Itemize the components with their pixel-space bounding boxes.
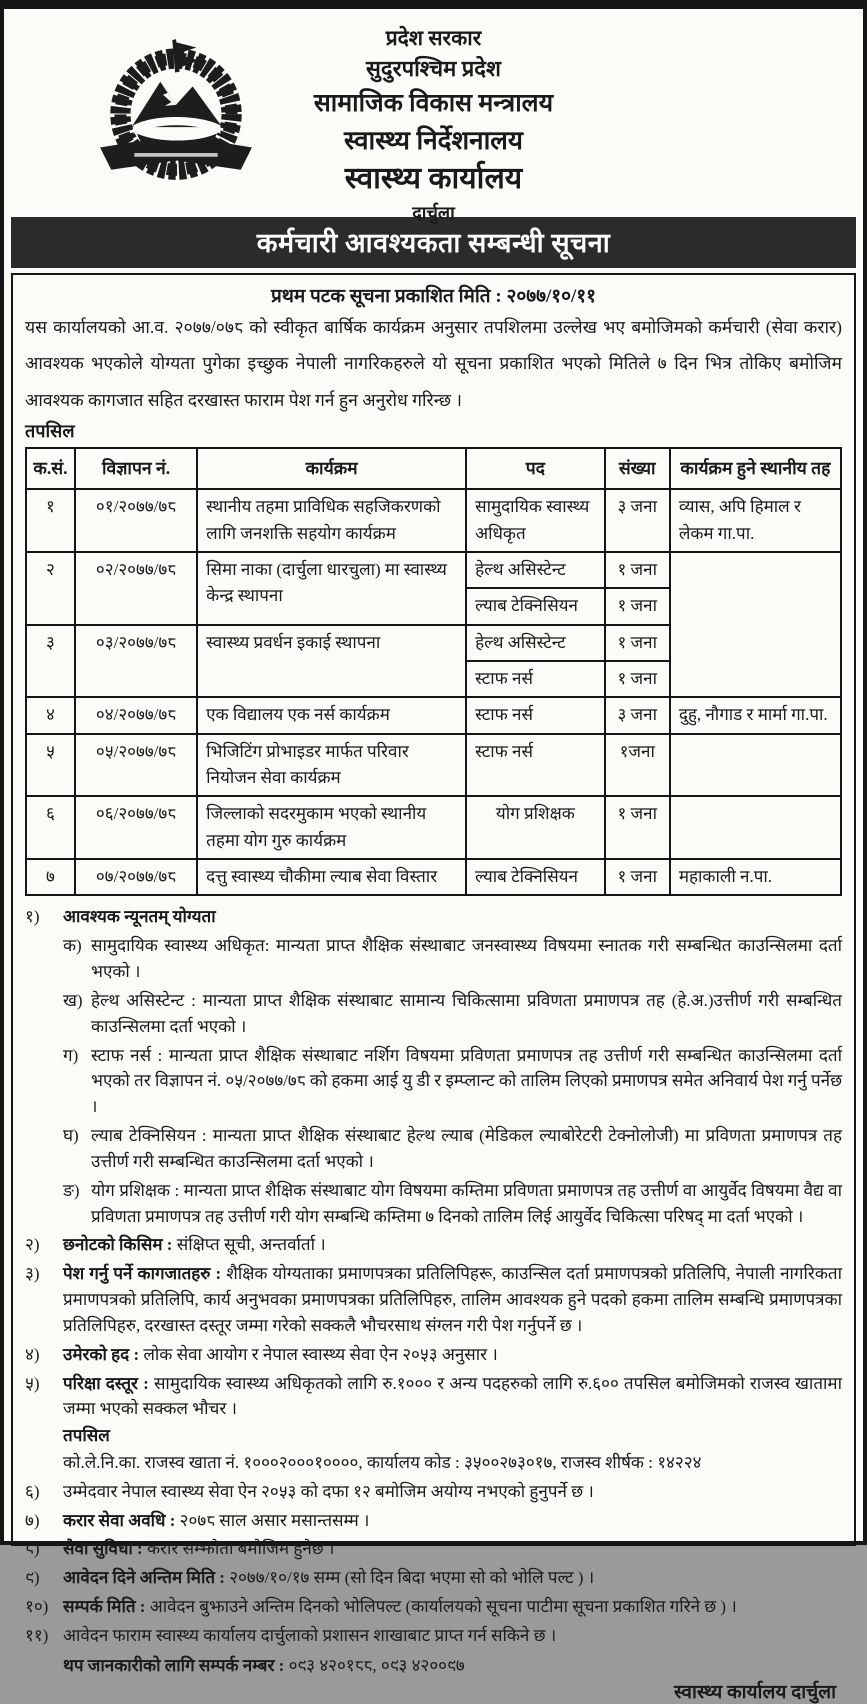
- table-cell: ४: [26, 697, 75, 733]
- condition-number: ११): [25, 1625, 49, 1645]
- tapasil-label: तपसिल: [25, 421, 75, 442]
- table-cell: [670, 796, 841, 859]
- table-cell: २: [26, 552, 75, 625]
- table-header-cell: क.सं.: [26, 448, 75, 489]
- condition-item: [25, 1565, 842, 1591]
- sub-condition-text: स्टाफ नर्स : मान्यता प्राप्त शैक्षिक संस्थाबाट नर्शिग विषयमा प्रविणता प्रमाणपत्र तह उत्तीर्ण गरी सम्बन्धित काउन्सिलमा दर्ता भएको तर विज्ञापन नं. ०५/२०७७/७८ को हकमा आई यु डी र इम्प्लान्ट को तालिम लिएको प्रमाणपत्र समेत अनिवार्य पेश गर्नु पर्नेछ ।: [91, 1045, 842, 1117]
- table-row: [26, 859, 841, 895]
- condition-item: [25, 1479, 842, 1505]
- table-cell: ०६/२०७७/७८: [75, 796, 197, 859]
- table-cell: ६: [26, 796, 75, 859]
- condition-item: [25, 1594, 842, 1620]
- condition-item: [25, 1232, 842, 1258]
- table-cell: १ जना: [605, 661, 670, 697]
- condition-text: आवेदन फाराम स्वास्थ्य कार्यालय दार्चुलाको प्रशासन शाखाबाट प्राप्त गर्न सकिने छ ।: [63, 1625, 557, 1645]
- sub-condition-indent: [25, 933, 63, 985]
- condition-text: उमेरको हद : लोक सेवा आयोग र नेपाल स्वास्थ्य सेवा ऐन २०५३ अनुसार ।: [63, 1344, 498, 1364]
- table-cell: १ जना: [605, 588, 670, 624]
- sub-condition-text: सामुदायिक स्वास्थ्य अधिकृत: मान्यता प्राप्त शैक्षिक संस्थाबाट जनस्वास्थ्य विषयमा स्नातक गरी सम्बन्धित काउन्सिलमा दर्ता भएको ।: [91, 936, 842, 982]
- condition-item: [25, 1342, 842, 1368]
- table-cell: हेल्थ असिस्टेन्ट: [466, 552, 605, 588]
- table-header-cell: कार्यक्रम: [197, 448, 466, 489]
- condition-number: २): [25, 1235, 40, 1255]
- table-cell: १ जना: [605, 859, 670, 895]
- table-cell: एक विद्यालय एक नर्स कार्यक्रम: [197, 697, 466, 733]
- table-cell: जिल्लाको सदरमुकाम भएको स्थानीय तहमा योग गुरु कार्यक्रम: [197, 796, 466, 859]
- table-cell: ३ जना: [605, 697, 670, 733]
- sub-condition-item: [25, 1178, 842, 1230]
- table-row: [26, 734, 841, 797]
- table-row: [26, 796, 841, 859]
- table-cell: [670, 734, 841, 797]
- sub-condition-letter: घ): [63, 1126, 79, 1146]
- condition-text: सम्पर्क मिति : आवेदन बुझाउने अन्तिम दिनको भोलिपल्ट (कार्यालयको सूचना पाटीमा सूचना प्रकाशित गरिने छ ) ।: [63, 1597, 737, 1617]
- issuing-office-signature: स्वास्थ्य कार्यालय दार्चुला: [674, 1681, 836, 1703]
- table-cell: स्थानीय तहमा प्राविधिक सहजिकरणको लागि जनशक्ति सहयोग कार्यक्रम: [197, 489, 466, 552]
- header-line-office: स्वास्थ्य कार्यालय: [344, 162, 523, 196]
- table-cell: ल्याब टेक्निसियन: [466, 588, 605, 624]
- condition-extra-line: तपसिल: [63, 1426, 110, 1446]
- conditions-list: [25, 904, 842, 1648]
- table-cell: सामुदायिक स्वास्थ्य अधिकृत: [466, 489, 605, 552]
- condition-text: आवश्यक न्यूनतम् योग्यता: [63, 907, 216, 927]
- condition-number: ९): [25, 1568, 40, 1588]
- condition-text: सेवा सुविधा : करार सम्झौता बमोजिम हुनेछ ।: [63, 1539, 335, 1559]
- table-cell: महाकाली न.पा.: [670, 859, 841, 895]
- published-date-line: प्रथम पटक सूचना प्रकाशित मिति : २०७७/१०/११: [270, 286, 597, 307]
- table-cell: ३: [26, 625, 75, 698]
- table-cell: १ जना: [605, 552, 670, 588]
- sub-condition-item: [25, 1043, 842, 1120]
- condition-item: [25, 1623, 842, 1649]
- sub-condition-indent: [25, 1123, 63, 1175]
- table-header-cell: पद: [466, 448, 605, 489]
- header-line-government: प्रदेश सरकार: [385, 26, 482, 50]
- table-row: [26, 697, 841, 733]
- table-cell: १जना: [605, 734, 670, 797]
- table-cell: ०१/२०७७/७८: [75, 489, 197, 552]
- condition-number: ७): [25, 1510, 40, 1530]
- table-cell: सिमा नाका (दार्चुला धारचुला) मा स्वास्थ्य केन्द्र स्थापना: [197, 552, 466, 625]
- notice-title: कर्मचारी आवश्यकता सम्बन्धी सूचना: [256, 228, 611, 258]
- contact-numbers: ०९३ ४२०१८८, ०९३ ४२००९७: [288, 1655, 465, 1675]
- table-cell: हेल्थ असिस्टेन्ट: [466, 625, 605, 661]
- table-cell: [670, 552, 841, 697]
- table-cell: ७: [26, 859, 75, 895]
- table-cell: १: [26, 489, 75, 552]
- header-line-ministry: सामाजिक विकास मन्त्रालय: [313, 90, 554, 118]
- table-cell: ०५/२०७७/७८: [75, 734, 197, 797]
- condition-number: ६): [25, 1481, 40, 1501]
- sub-condition-text: ल्याब टेक्निसियन : मान्यता प्राप्त शैक्षिक संस्थाबाट हेल्थ ल्याब (मेडिकल ल्याबोरेटरी टेक्नोलोजी) मा प्रविणता प्रमाणपत्र तह उत्तीर्ण गरी सम्बन्धित काउन्सिलमा दर्ता भएको ।: [91, 1126, 842, 1171]
- condition-number: ४): [25, 1344, 40, 1364]
- condition-item: [25, 1261, 842, 1338]
- sub-condition-item: [25, 988, 842, 1040]
- condition-number: ३): [25, 1264, 40, 1284]
- sub-condition-letter: क): [63, 936, 82, 956]
- sub-condition-indent: [25, 1043, 63, 1120]
- header-line-province: सुदुरपश्चिम प्रदेश: [366, 56, 501, 82]
- condition-number: ५): [25, 1373, 40, 1393]
- sub-condition-text: हेल्थ असिस्टेन्ट : मान्यता प्राप्त शैक्षिक संस्थाबाट सामान्य चिकित्सामा प्रविणता प्रमाणपत्र तह (हे.अ.)उत्तीर्ण गरी सम्बन्धित काउन्सिलमा दर्ता भएको ।: [91, 990, 842, 1036]
- condition-item: [25, 1508, 842, 1534]
- table-cell: स्टाफ नर्स: [466, 661, 605, 697]
- intro-paragraph: यस कार्यालयको आ.व. २०७७/०७८ को स्वीकृत बार्षिक कार्यक्रम अनुसार तपशिलमा उल्लेख भए बमोजिमको कर्मचारी (सेवा करार) आवश्यक भएकोले योग्यता पुगेका इच्छुक नेपाली नागरिकहरुले यो सूचना प्रकाशित भएको मितिले ७ दिन भित्र तोकिए बमोजिम आवश्यक कागजात सहित दरखास्त फाराम पेश गर्न हुन अनुरोध गरिन्छ ।: [25, 317, 842, 410]
- sub-condition-text: योग प्रशिक्षक : मान्यता प्राप्त शैक्षिक संस्थाबाट योग विषयमा कम्तिमा प्रविणता प्रमाणपत्र तह उत्तीर्ण वा आयुर्वेद विषयमा वैद्य वा प्रविणता प्रमाणपत्र तह उत्तीर्ण गरी योग सम्बन्धि कम्तिमा ७ दिनको तालिम लिई आयुर्वेद चिकित्सा परिषद् मा दर्ता भएको ।: [91, 1180, 842, 1226]
- table-cell: स्वास्थ्य प्रवर्धन इकाई स्थापना: [197, 625, 466, 698]
- sub-condition-indent: [25, 988, 63, 1040]
- table-cell: ३ जना: [605, 489, 670, 552]
- table-header-row: [26, 448, 841, 489]
- condition-text: आवेदन दिने अन्तिम मिति : २०७७/१०/१७ सम्म (सो दिन बिदा भएमा सो को भोलि पल्ट ) ।: [63, 1568, 595, 1588]
- table-header-cell: कार्यक्रम हुने स्थानीय तह: [670, 448, 841, 489]
- table-cell: भिजिटिंग प्रोभाइडर मार्फत परिवार नियोजन सेवा कार्यक्रम: [197, 734, 466, 797]
- table-cell: ०३/२०७७/७८: [75, 625, 197, 698]
- table-header-cell: विज्ञापन नं.: [75, 448, 197, 489]
- table-header-cell: संख्या: [605, 448, 670, 489]
- sub-condition-letter: ख): [63, 990, 83, 1010]
- table-cell: व्यास, अपि हिमाल र लेकम गा.पा.: [670, 489, 841, 552]
- sub-condition-letter: ग): [63, 1045, 79, 1065]
- sub-condition-item: [25, 933, 842, 985]
- header-line-directorate: स्वास्थ्य निर्देशनालय: [343, 125, 524, 155]
- document-header: [11, 13, 856, 223]
- table-cell: ल्याब टेक्निसियन: [466, 859, 605, 895]
- table-cell: ५: [26, 734, 75, 797]
- condition-number: ८): [25, 1539, 40, 1559]
- condition-text: करार सेवा अवधि : २०७८ साल असार मसान्तसम्म ।: [63, 1510, 370, 1530]
- condition-number: १०): [25, 1597, 49, 1617]
- condition-text: परिक्षा दस्तूर : सामुदायिक स्वास्थ्य अधिकृतको लागि रु.१००० र अन्य पदहरुको लागि रु.६०० तपसिल बमोजिमको राजस्व खातामा जम्मा भएको सक्कल भौचर । तपसिल को.ले.नि.का. राजस्व खाता नं. १०००२०००१००००, कार्यालय कोड : ३५००२७३०१७, राजस्व शीर्षक : १४२२४: [63, 1371, 842, 1476]
- notice-body: [11, 273, 856, 1703]
- table-cell: स्टाफ नर्स: [466, 697, 605, 733]
- contact-line: [63, 1653, 842, 1676]
- condition-text: उम्मेदवार नेपाल स्वास्थ्य सेवा ऐन २०५३ को दफा १२ बमोजिम अयोग्य नभएको हुनुपर्ने छ ।: [63, 1481, 594, 1501]
- table-cell: योग प्रशिक्षक: [466, 796, 605, 859]
- condition-item: [25, 1536, 842, 1562]
- condition-text: पेश गर्नु पर्ने कागजातहरु : शैक्षिक योग्यताका प्रमाणपत्रका प्रतिलिपिहरू, काउन्सिल दर्ता प्रमाणपत्रको प्रतिलिपि, नेपाली नागरिकता प्रमाणपत्रको प्रतिलिपि, कार्य अनुभवका प्रमाणपत्रका प्रतिलिपिहरु, तालिम आवश्यक हुने पदको हकमा तालिम सम्बन्धि प्रमाणपत्रका प्रतिलिपिहरु, दरखास्त दस्तूर जम्मा गरेको सक्कलै भौचरसाथ संग्लन गरी पेश गर्नुपर्ने छ ।: [63, 1264, 843, 1335]
- table-row: [26, 552, 841, 588]
- table-cell: १ जना: [605, 625, 670, 661]
- vacancy-table: [25, 447, 842, 896]
- table-cell: १ जना: [605, 796, 670, 859]
- condition-number: १): [25, 907, 40, 927]
- contact-label: थप जानकारीको लागि सम्पर्क नम्बर :: [63, 1655, 285, 1675]
- condition-item: [25, 1371, 842, 1476]
- table-cell: ०४/२०७७/७८: [75, 697, 197, 733]
- table-cell: दुहु, नौगाड र मार्मा गा.पा.: [670, 697, 841, 733]
- table-cell: दत्तु स्वास्थ्य चौकीमा ल्याब सेवा विस्तार: [197, 859, 466, 895]
- table-cell: ०२/२०७७/७८: [75, 552, 197, 625]
- condition-extra-line: को.ले.नि.का. राजस्व खाता नं. १०००२०००१००००, कार्यालय कोड : ३५००२७३०१७, राजस्व शीर्षक : १४२२४: [63, 1452, 702, 1472]
- sub-condition-letter: ङ): [63, 1180, 80, 1200]
- condition-text: छनोटको किसिम : संक्षिप्त सूची, अन्तर्वार्ता ।: [63, 1235, 326, 1255]
- table-cell: ०७/२०७७/७८: [75, 859, 197, 895]
- condition-item: [25, 904, 842, 930]
- table-cell: स्टाफ नर्स: [466, 734, 605, 797]
- sub-condition-item: [25, 1123, 842, 1175]
- header-line-district: दार्चुला: [412, 202, 455, 223]
- nepal-coat-of-arms-icon: [81, 29, 271, 191]
- sub-condition-indent: [25, 1178, 63, 1230]
- table-row: [26, 489, 841, 552]
